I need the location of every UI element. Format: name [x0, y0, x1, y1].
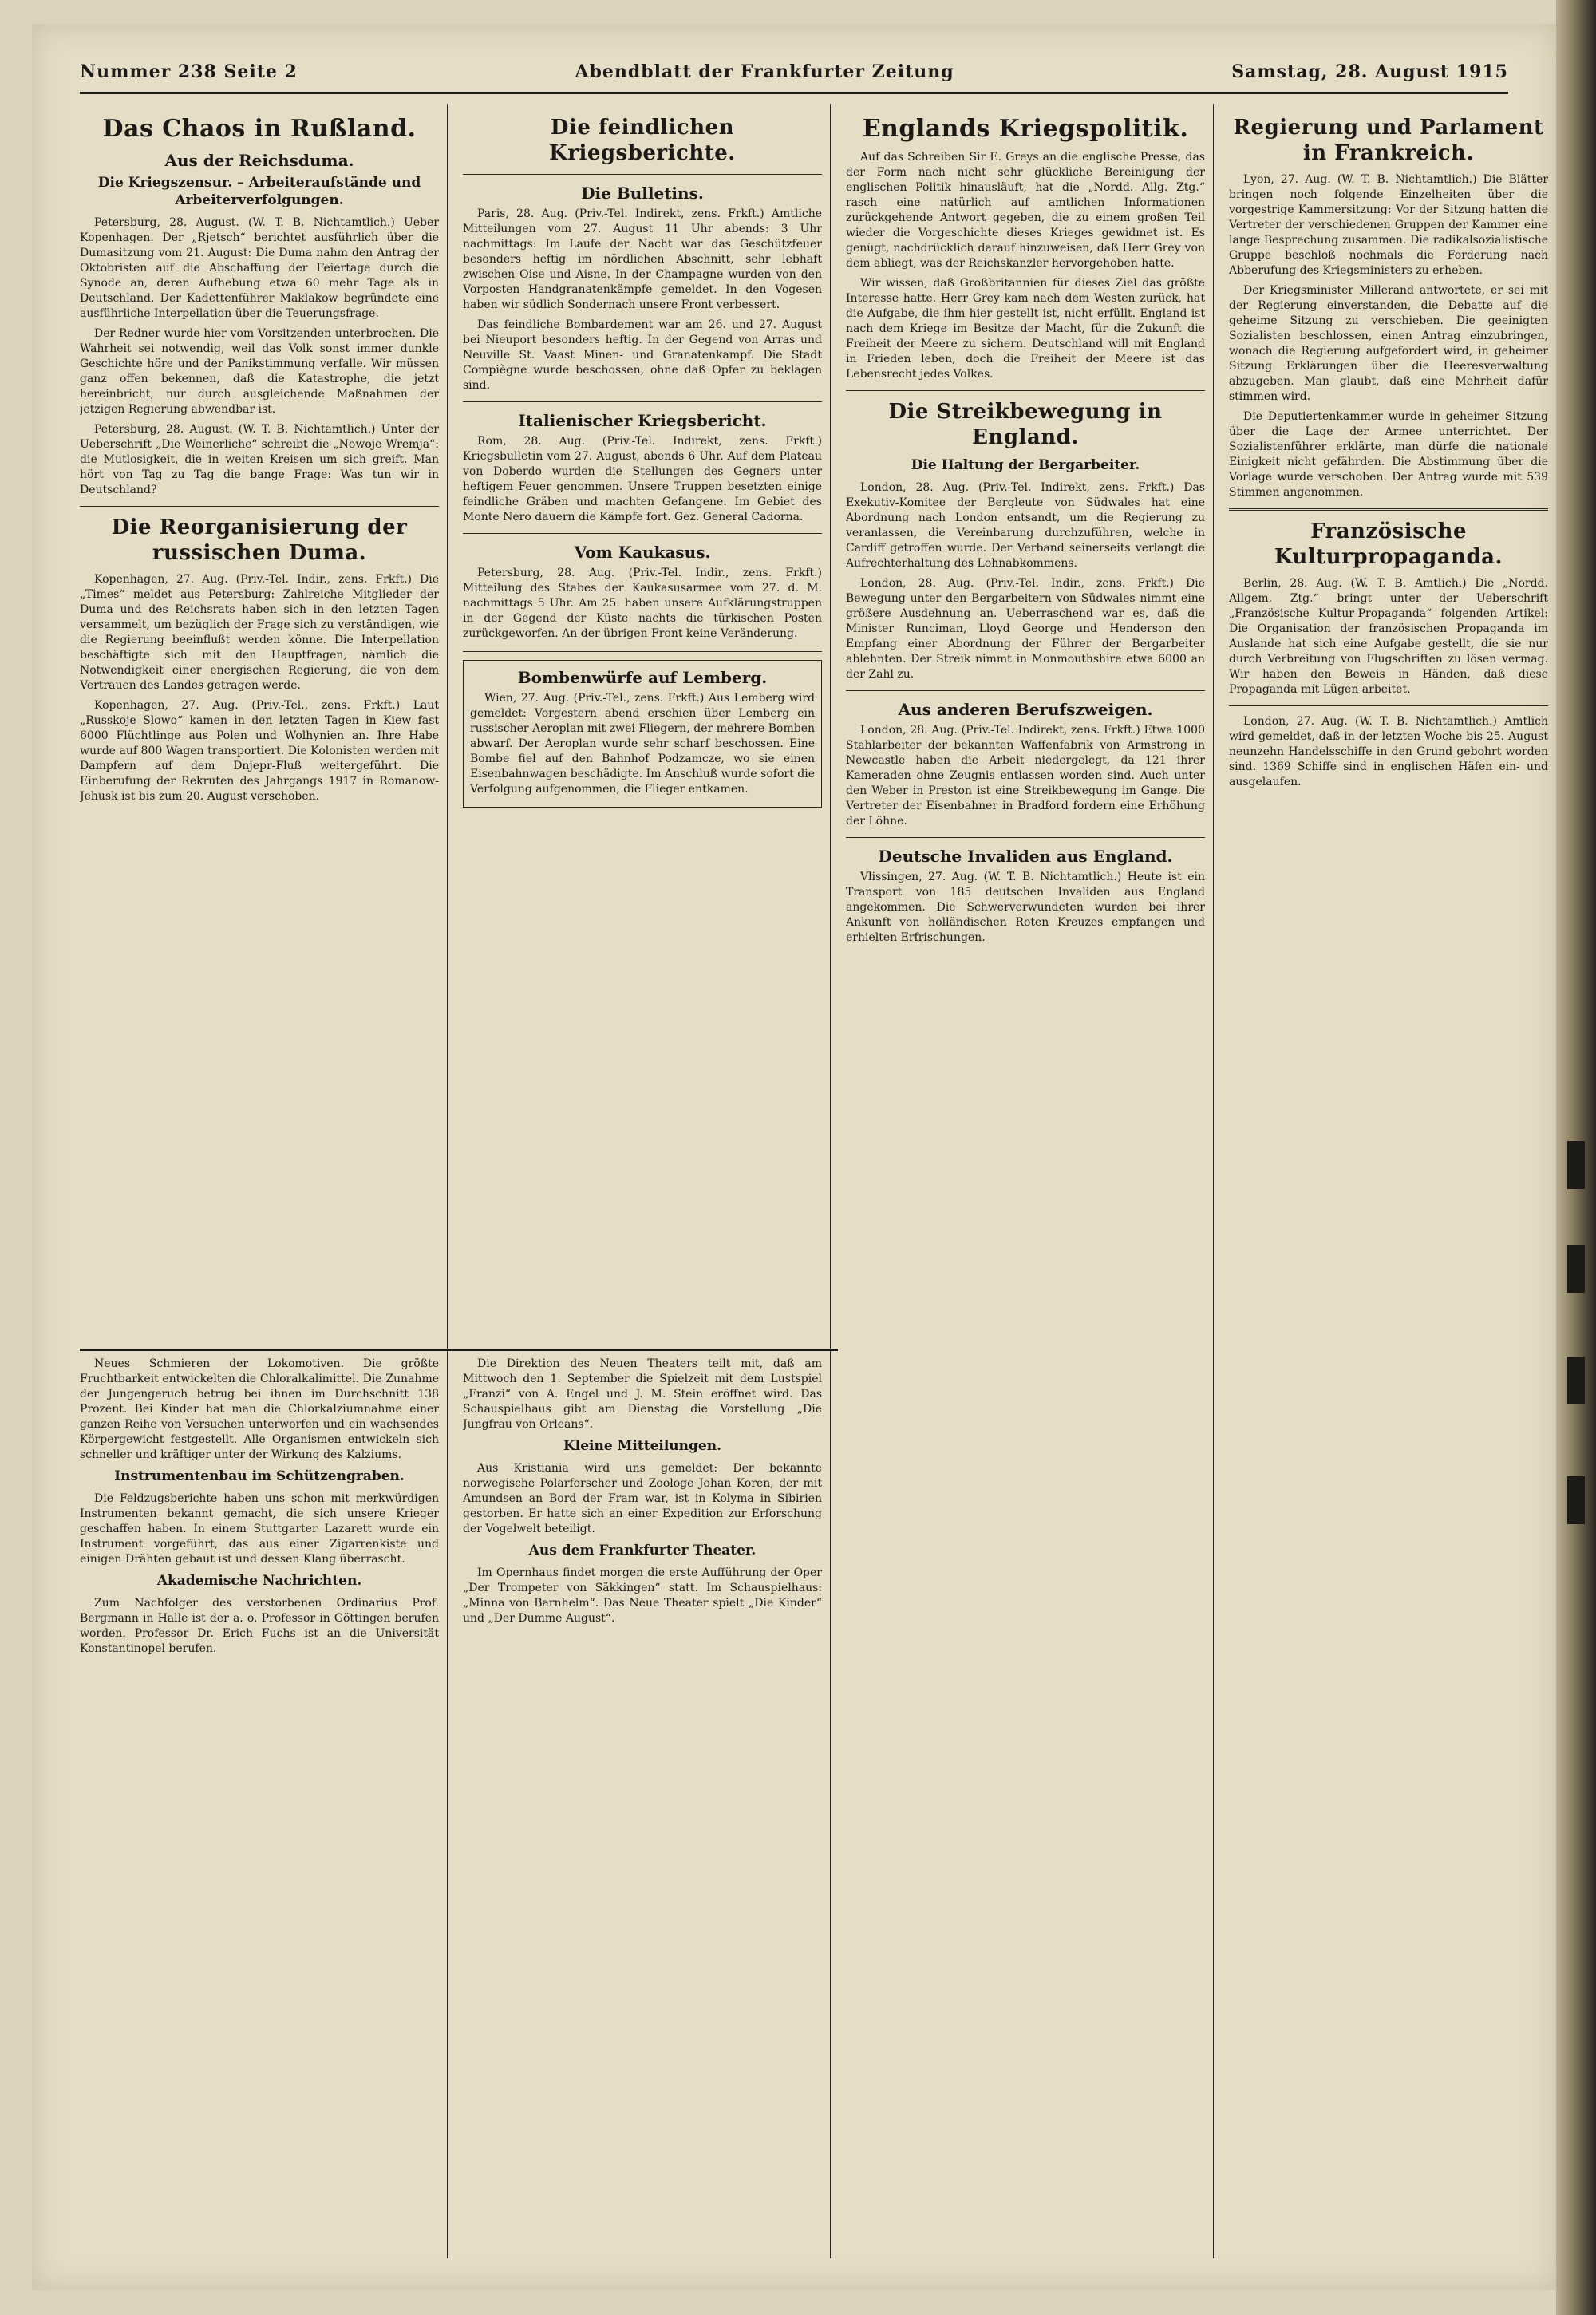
- book-binding-edge: [1556, 0, 1596, 2315]
- article-paragraph: Berlin, 28. Aug. (W. T. B. Amtlich.) Die „Nordd. Allgem. Ztg.“ bringt unter der Ueberschrift „Französische Kultur-Propaganda“ folgenden Artikel: Die Organisation der französischen Propaganda im Auslande hat sich eine Aufgabe gestellt, die sie nur durch Verbreitung von Flugschriften zu lösen vermag. Wir haben den Beweis in Händen, daß diese Propaganda mit Lügen arbeitet.: [1229, 577, 1548, 696]
- feuilleton-column-right: [463, 1357, 822, 2218]
- feuilleton-paragraph: Im Opernhaus findet morgen die erste Aufführung der Oper „Der Trompeter von Säkkingen“ statt. Im Schauspielhaus: „Minna von Barnhelm“. Das Neue Theater spielt „Die Kinder“ und „Der Dumme August“.: [463, 1566, 822, 1625]
- article-headline-duma: Die Reorganisierung der russischen Duma.: [111, 516, 408, 565]
- section-rule: [463, 533, 822, 534]
- column-england: [846, 112, 1205, 2266]
- binding-mark: [1567, 1245, 1585, 1293]
- section-rule: [1229, 705, 1548, 706]
- article-headline-lemberg: Bombenwürfe auf Lemberg.: [517, 668, 768, 687]
- column-divider: [830, 104, 831, 2258]
- masthead: [80, 56, 1508, 88]
- article-paragraph: Vlissingen, 27. Aug. (W. T. B. Nichtamtlich.) Heute ist ein Transport von 185 deutschen Invaliden aus England angekommen. Die Schwerverwundeten wurden bei ihrer Ankunft von holländischen Roten Kreuzes empfangen und erhielten Erfrischungen.: [846, 871, 1205, 944]
- feuilleton-heading: Aus dem Frankfurter Theater.: [528, 1543, 757, 1558]
- section-rule: [846, 690, 1205, 691]
- section-rule: [846, 390, 1205, 391]
- article-subheadline: Die Bulletins.: [581, 184, 704, 203]
- feuilleton-paragraph: Zum Nachfolger des verstorbenen Ordinarius Prof. Bergmann in Halle ist der a. o. Professor in Göttingen berufen worden. Professor Dr. Erich Fuchs ist an die Universität Konstantinopel berufen.: [80, 1597, 439, 1655]
- article-subheadline-2: Die Kriegszensur. – Arbeiteraufstände und Arbeiterverfolgungen.: [97, 175, 421, 208]
- article-paragraph: Das feindliche Bombardement war am 26. und 27. August bei Nieuport besonders heftig. In der Gegend von Arras und Neuville St. Vaast Minen- und Granatenkampf. Die Stadt Compiègne wurde beschossen, ohne daß Opfer zu beklagen sind.: [463, 318, 822, 392]
- article-paragraph: Rom, 28. Aug. (Priv.-Tel. Indirekt, zens. Frkft.) Kriegsbulletin vom 27. August, abends 6 Uhr. Auf dem Plateau von Doberdo wurden die Stellungen des Gegners unter heftigem Feuer genommen. Unsere Truppen besetzten einige feindliche Gräben und machten Gefangene. Im Gebiet des Monte Nero dauern die Kämpfe fort. Gez. General Cadorna.: [463, 435, 822, 523]
- masthead-rule: [80, 92, 1508, 94]
- newspaper-page: [32, 24, 1556, 2290]
- article-paragraph: Paris, 28. Aug. (Priv.-Tel. Indirekt, zens. Frkft.) Amtliche Mitteilungen vom 27. August 11 Uhr abends: 3 Uhr nachmittags: Im Laufe der Nacht war das Geschützfeuer besonders heftig im nördlichen Abschnitt, sehr lebhaft zwischen Oise und Aisne. In der Champagne wurden von den Vorposten Handgranatenkämpfe gemeldet. In den Vogesen haben wir südlich Sondernach unsere Front verbessert.: [463, 207, 822, 311]
- article-paragraph: Die Deputiertenkammer wurde in geheimer Sitzung über die Lage der Armee unterrichtet. Der Sozialistenführer erklärte, man dürfe die nationale Einigkeit nicht gefährden. Die Abstimmung über die Vorlage wurde verschoben. Der Antrag wurde mit 539 Stimmen angenommen.: [1229, 410, 1548, 499]
- article-paragraph: London, 27. Aug. (W. T. B. Nichtamtlich.) Amtlich wird gemeldet, daß in der letzten Woche bis 25. August neunzehn Handelsschiffe in den Grund gebohrt worden sind. 1369 Schiffe sind in englischen Häfen ein- und ausgelaufen.: [1229, 715, 1548, 788]
- article-paragraph: Der Redner wurde hier vom Vorsitzenden unterbrochen. Die Wahrheit sei notwendig, weil das Volk sonst immer dunkle Geschichte höre und der Panikstimmung verfalle. Wir müssen ganz offen bekennen, daß die Katastrophe, die jetzt hereinbricht, nur durch ausgleichende Maßnahmen der jetzigen Regierung abwendbar ist.: [80, 327, 439, 416]
- article-paragraph: Lyon, 27. Aug. (W. T. B. Nichtamtlich.) Die Blätter bringen noch folgende Einzelheiten über die vorgestrige Kammersitzung: Vor der Sitzung hatten die Vertreter der verschiedenen Gruppen der Kammer eine lange Besprechung zusammen. Die radikalsozialistische Gruppe beschloß nochmals die Forderung nach Abberufung des Kriegsministers zu erheben.: [1229, 173, 1548, 277]
- feuilleton-column-left: [80, 1357, 439, 2218]
- section-rule: [1229, 508, 1548, 511]
- feuilleton-heading: Kleine Mitteilungen.: [563, 1438, 721, 1454]
- article-headline-culture: Französische Kulturpropaganda.: [1274, 519, 1503, 569]
- article-headline-other-trades: Aus anderen Berufszweigen.: [898, 700, 1153, 719]
- article-headline-russia: Das Chaos in Rußland.: [102, 115, 417, 143]
- section-rule: [463, 401, 822, 402]
- article-paragraph: Wir wissen, daß Großbritannien für dieses Ziel das größte Interesse hatte. Herr Grey kam nach dem Westen zurück, hat die Aufgabe, die ihm hier gestellt ist, nicht erfüllt. England ist nach dem Kriege im Besitze der Macht, für die Zukunft die Freiheit der Meere zu sichern. Deutschland will mit England in Frieden leben, doch die Freiheit der Meere ist das Lebensrecht jedes Volkes.: [846, 277, 1205, 381]
- section-rule: [80, 506, 439, 507]
- issue-date: Samstag, 28. August 1915: [1231, 61, 1508, 82]
- article-paragraph: Petersburg, 28. August. (W. T. B. Nichtamtlich.) Unter der Ueberschrift „Die Weinerliche“ schreibt die „Nowoje Wremja“: die Mutlosigkeit, die in weiten Kreisen um sich greift. Man hört von Tag zu Tag die bange Frage: Was tun wir in Deutschland?: [80, 423, 439, 496]
- article-paragraph: London, 28. Aug. (Priv.-Tel. Indir., zens. Frkft.) Die Bewegung unter den Bergarbeitern von Südwales nimmt eine größere Ausdehnung an. Ueberraschend war es, daß die Minister Runciman, Lloyd George und Henderson den Empfang einer Abordnung der Führer der Bergarbeiter ablehnten. Der Streik nimmt in Monmouthshire etwa 6000 an der Zahl zu.: [846, 577, 1205, 681]
- feuilleton-paragraph: Die Feldzugsberichte haben uns schon mit merkwürdigen Instrumenten bekannt gemacht, die sich unsere Krieger geschaffen haben. In einem Stuttgarter Lazarett wurde ein Instrument vorgeführt, das aus einer Zigarrenkiste und einigen Drähten gebaut ist und dessen Klang überrascht.: [80, 1492, 439, 1566]
- feuilleton-heading: Instrumentenbau im Schützengraben.: [114, 1468, 405, 1484]
- article-paragraph: Petersburg, 28. August. (W. T. B. Nichtamtlich.) Ueber Kopenhagen. Der „Rjetsch“ berichtet ausführlich über die Dumasitzung vom 21. August: Die Duma nahm den Antrag der Oktobristen auf die Abschaffung der Feiertage durch die Synode an, deren Aufhebung etwa 60 mehr Tage als in Deutschland. Der Kadettenführer Maklakow begründete eine ausführliche Interpellation über die Teuerungsfrage.: [80, 216, 439, 320]
- article-paragraph: Wien, 27. Aug. (Priv.-Tel., zens. Frkft.) Aus Lemberg wird gemeldet: Vorgestern abend erschien über Lemberg ein russischer Aeroplan mit zwei Fliegern, der mehrere Bomben abwarf. Der Aeroplan wurde sehr scharf beschossen. Eine Bombe fiel auf den Bahnhof Podzamcze, wo sie einen Eisenbahnwagen beschädigte. Im Anschluß wurde sofort die Verfolgung aufgenommen, die Flieger entkamen.: [470, 692, 815, 796]
- article-headline-france: Regierung und Parlament in Frankreich.: [1233, 116, 1544, 165]
- section-rule: [463, 174, 822, 175]
- article-paragraph: Der Kriegsminister Millerand antwortete, er sei mit der Regierung einverstanden, die Debatte auf die geheime Sitzung zu verschieben. Die geeinigten Sozialisten beschlossen, einen Antrag einzubringen, wonach die Regierung aufgefordert wird, in geheimer Sitzung Erklärungen über die Heeresverwaltung abzugeben. Man glaubt, daß eine Mehrheit dafür stimmen wird.: [1229, 284, 1548, 403]
- feuilleton-paragraph: Neues Schmieren der Lokomotiven. Die größte Fruchtbarkeit entwickelten die Chloralkalimittel. Die Zunahme der Jungengeruch betrug bei ihnen im Durchschnitt 138 Prozent. Bei Kinder hat man die Chlorkalziumnahme einer ganzen Reihe von Versuchen unterworfen und ein wachsendes Körpergewicht festgestellt. Alle Organismen entwickeln sich schneller und kräftiger unter der Wirkung des Kalziums.: [80, 1357, 439, 1461]
- binding-mark: [1567, 1476, 1585, 1524]
- section-rule: [846, 837, 1205, 838]
- article-paragraph: Auf das Schreiben Sir E. Greys an die englische Presse, das der Form nach nicht sehr glückliche Bereinigung der englischen Politik hinausläuft, hat die „Nordd. Allg. Ztg.“ rasch eine natürlich auf amtlichen Informationen zurückgehende Antwort gegeben, die zu einem großen Teil wieder die Vorgeschichte dieses Krieges gewidmet ist. Es genügt, nachdrücklich darauf hinzuweisen, daß Herr Grey von dem abliegt, was der Reichskanzler hervorgehoben hatte.: [846, 151, 1205, 270]
- feuilleton-paragraph: Die Direktion des Neuen Theaters teilt mit, daß am Mittwoch den 1. September die Spielzeit mit dem Lustspiel „Franzi“ von A. Engel und J. M. Stein eröffnet wird. Das Schauspielhaus gibt am Dienstag die Vorstellung „Die Jungfrau von Orleans“.: [463, 1357, 822, 1431]
- article-headline-england: Englands Kriegspolitik.: [862, 115, 1189, 143]
- article-headline-italy: Italienischer Kriegsbericht.: [518, 411, 767, 430]
- article-headline-strike: Die Streikbewegung in England.: [888, 400, 1163, 449]
- column-france: [1229, 112, 1548, 2266]
- article-paragraph: London, 28. Aug. (Priv.-Tel. Indirekt, zens. Frkft.) Etwa 1000 Stahlarbeiter der bekannten Waffenfabrik von Armstrong in Newcastle haben die Arbeit niedergelegt, da 121 ihrer Kameraden ohne Zeugnis entlassen worden sind. Auch unter den Weber in Preston ist eine Streikbewegung im Gange. Die Vertreter der Eisenbahner in Bradford fordern eine Erhöhung der Löhne.: [846, 724, 1205, 828]
- article-subheadline: Die Haltung der Bergarbeiter.: [911, 457, 1140, 473]
- column-russia: [80, 112, 439, 1341]
- newspaper-title: Abendblatt der Frankfurter Zeitung: [575, 61, 954, 82]
- column-divider: [447, 104, 448, 2258]
- issue-number: Nummer 238 Seite 2: [80, 61, 298, 82]
- binding-mark: [1567, 1357, 1585, 1404]
- article-headline-invalids: Deutsche Invaliden aus England.: [878, 847, 1173, 866]
- article-subheadline: Aus der Reichsduma.: [164, 151, 354, 170]
- feuilleton-paragraph: Aus Kristiania wird uns gemeldet: Der bekannte norwegische Polarforscher und Zoologe Johan Koren, der mit Amundsen an Bord der Fram war, ist in Kolyma in Sibirien gestorben. Er hatte sich an einer Expedition zur Erforschung der Vogelwelt beteiligt.: [463, 1462, 822, 1535]
- article-paragraph: London, 28. Aug. (Priv.-Tel. Indirekt, zens. Frkft.) Das Exekutiv-Komitee der Bergleute von Südwales hat eine Abordnung nach London entsandt, um die Regierung zu veranlassen, die Vereinbarung durchzuführen, welche in Cardiff getroffen wurde. Der Verband seinerseits verlangt die Aufrechterhaltung des Lohnabkommens.: [846, 481, 1205, 570]
- article-headline-reports: Die feindlichen Kriegsberichte.: [549, 116, 736, 165]
- feuilleton-rule: [80, 1349, 838, 1351]
- article-paragraph: Kopenhagen, 27. Aug. (Priv.-Tel., zens. Frkft.) Laut „Russkoje Slowo“ kamen in den letzten Tagen in Kiew fast 6000 Flüchtlinge aus Polen und Wolhynien an. Ihre Habe wurde auf 800 Wagen transportiert. Die Kolonisten werden mit Dampfern auf dem Dnjepr-Fluß weitergeführt. Die Einberufung der Rekruten des Jahrgangs 1917 in Romanow-Jehusk ist bis zum 20. August verschoben.: [80, 699, 439, 803]
- binding-mark: [1567, 1141, 1585, 1189]
- article-paragraph: Kopenhagen, 27. Aug. (Priv.-Tel. Indir., zens. Frkft.) Die „Times“ meldet aus Petersburg: Zahlreiche Mitglieder der Duma und des Reichsrats haben sich in den letzten Tagen versammelt, um bezüglich der Frage sich zu verständigen, wie die Regierung beeinflußt werden könne. Die Interpellation beschäftigte sich mit den Hauptfragen, nämlich die Notwendigkeit einer energischen Regierung, die von dem Vertrauen des Landes getragen werde.: [80, 573, 439, 692]
- column-divider: [1213, 104, 1214, 2258]
- boxed-article-lemberg: [463, 660, 822, 808]
- article-paragraph: Petersburg, 28. Aug. (Priv.-Tel. Indir., zens. Frkft.) Mitteilung des Stabes der Kaukasusarmee vom 27. d. M. nachmittags 5 Uhr. Am 25. haben unsere Aufklärungstruppen in der Gegend der Küste nachts die türkischen Posten zurückgeworfen. An der übrigen Front keine Veränderung.: [463, 567, 822, 640]
- section-rule: [463, 650, 822, 652]
- column-war-reports: [463, 112, 822, 1341]
- feuilleton-heading: Akademische Nachrichten.: [156, 1573, 362, 1589]
- article-headline-caucasus: Vom Kaukasus.: [574, 543, 711, 562]
